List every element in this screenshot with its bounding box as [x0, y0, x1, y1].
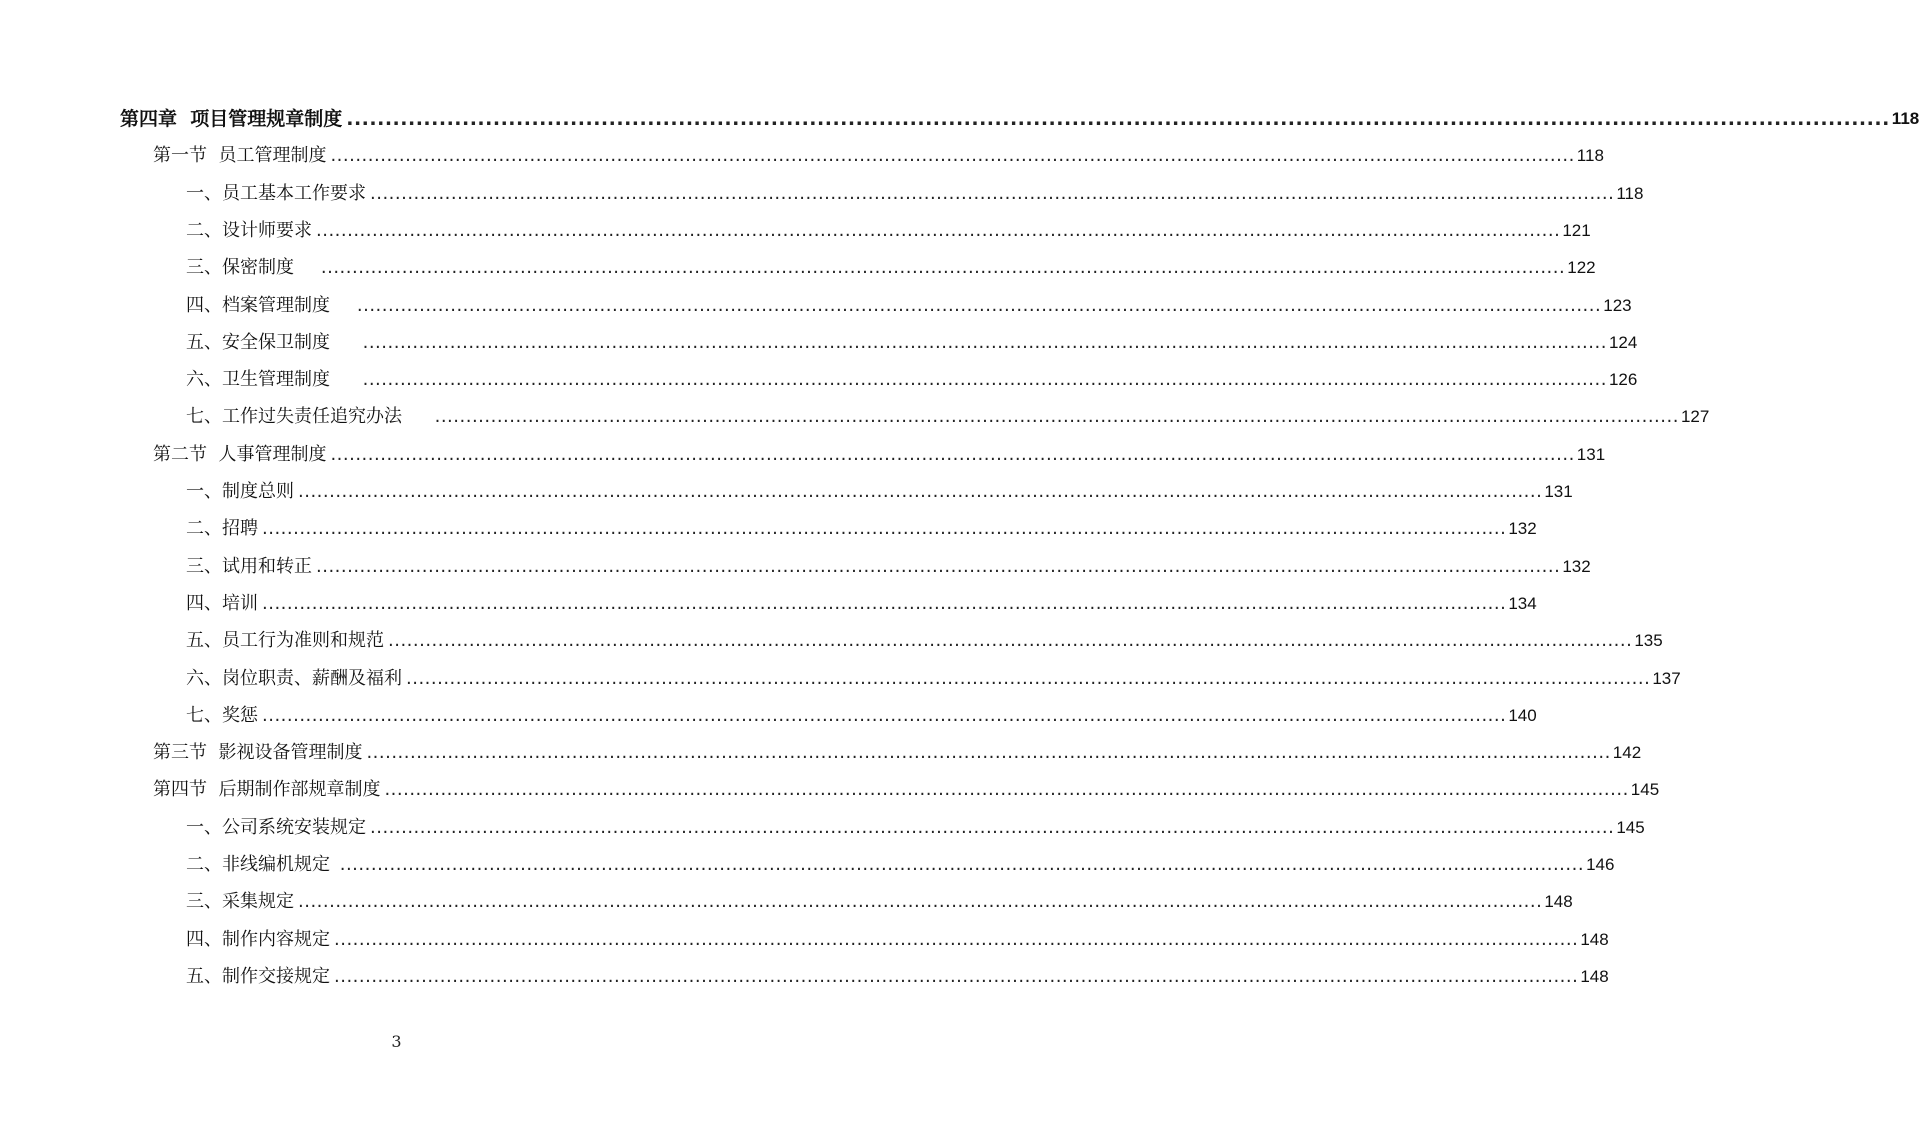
toc-entry-page: 123 [1603, 295, 1632, 315]
toc-entry-page: 124 [1608, 332, 1638, 352]
toc-entry[interactable] [186, 368, 1638, 392]
toc-entry[interactable] [120, 107, 1919, 131]
toc-entry-title: 七、工作过失责任追究办法 [186, 406, 431, 428]
toc-entry[interactable] [153, 741, 1642, 765]
dot-leader: ........................................................................................................................................................................................................ [334, 928, 1579, 950]
toc-entry-title: 三、试用和转正 [186, 555, 312, 577]
dot-leader: ........................................................................................................................................................................................................ [316, 219, 1561, 241]
toc-entry[interactable] [153, 443, 1606, 467]
toc-entry[interactable] [186, 667, 1681, 691]
toc-entry-page: 148 [1580, 966, 1609, 986]
toc-entry-page: 118 [1891, 109, 1919, 128]
toc-entry-title: 二、设计师要求 [186, 219, 312, 241]
dot-leader: ........................................................................................................................................................................................................ [320, 257, 1566, 279]
toc-entry[interactable] [186, 704, 1537, 728]
toc-entry[interactable] [186, 294, 1632, 318]
toc-entry-title: 四、制作内容规定 [186, 928, 330, 950]
dot-leader: ........................................................................................................................................................................................................ [370, 182, 1615, 204]
toc-entry[interactable] [186, 965, 1609, 989]
toc-entry-title: 第四章 项目管理规章制度 [120, 108, 343, 130]
toc-entry-page: 132 [1508, 519, 1537, 539]
dot-leader: ........................................................................................................................................................................................................ [330, 443, 1575, 465]
toc-entry-page: 132 [1562, 556, 1591, 576]
toc-entry-page: 145 [1616, 817, 1645, 837]
toc-entry-title: 五、制作交接规定 [186, 965, 330, 987]
dot-leader: ........................................................................................................................................................................................................ [298, 481, 1543, 502]
toc-entry-page: 118 [1576, 146, 1604, 166]
toc-entry-page: 126 [1608, 370, 1638, 390]
toc-entry[interactable] [153, 144, 1604, 168]
dot-leader: ........................................................................................................................................................................................................ [316, 555, 1561, 577]
toc-entry-page: 135 [1634, 631, 1663, 651]
dot-leader: ........................................................................................................................................................................................................ [334, 965, 1579, 987]
toc-entry-page: 122 [1567, 258, 1596, 278]
dot-leader: ........................................................................................................................................................................................................ [356, 294, 1602, 316]
toc-entry-page: 131 [1544, 482, 1573, 501]
dot-leader: ........................................................................................................................................................................................................ [362, 331, 1607, 353]
toc-entry-title: 三、采集规定 [186, 891, 294, 913]
dot-leader: ........................................................................................................................................................................................................ [262, 592, 1507, 614]
toc-entry-title: 六、岗位职责、薪酬及福利 [186, 667, 402, 689]
toc-entry-page: 140 [1508, 705, 1537, 725]
toc-entry-title: 一、员工基本工作要求 [186, 182, 366, 204]
page-number: 3 [391, 1032, 402, 1051]
toc-entry[interactable] [186, 816, 1645, 840]
toc-entry[interactable] [186, 219, 1591, 243]
toc-entry[interactable] [186, 517, 1537, 541]
toc-entry-title: 一、制度总则 [186, 481, 294, 502]
toc-entry[interactable] [186, 182, 1644, 206]
toc-entry-title: 四、档案管理制度 [186, 294, 353, 316]
toc-entry[interactable] [186, 629, 1663, 653]
toc-entry-title: 第三节 影视设备管理制度 [153, 742, 363, 764]
dot-leader: ........................................................................................................................................................................................................ [370, 816, 1615, 838]
toc-entry[interactable] [186, 555, 1591, 579]
toc-entry-title: 七、奖惩 [186, 704, 258, 726]
toc-entry[interactable] [186, 890, 1573, 914]
toc-entry-title: 二、非线编机规定 [186, 854, 336, 875]
dot-leader: ........................................................................................................................................................................................................ [330, 145, 1575, 167]
toc-entry-title: 第二节 人事管理制度 [153, 443, 327, 465]
toc-entry-title: 四、培训 [186, 592, 258, 614]
dot-leader: ........................................................................................................................................................................................................ [262, 704, 1507, 726]
toc-entry[interactable] [186, 480, 1573, 504]
dot-leader: ........................................................................................................................................................................................................ [346, 108, 1890, 130]
toc-entry-page: 131 [1576, 444, 1606, 464]
dot-leader: ........................................................................................................................................................................................................ [262, 518, 1507, 540]
toc-entry-page: 121 [1562, 220, 1591, 240]
toc-entry-page: 148 [1580, 929, 1609, 949]
toc-entry-title: 三、保密制度 [186, 257, 317, 279]
toc-entry-title: 六、卫生管理制度 [186, 369, 359, 391]
toc-entry[interactable] [186, 592, 1537, 616]
toc-entry-page: 127 [1680, 407, 1710, 427]
toc-entry[interactable] [186, 256, 1596, 280]
dot-leader: ........................................................................................................................................................................................................ [366, 742, 1611, 764]
toc-entry-page: 146 [1586, 855, 1615, 874]
toc-entry-title: 五、员工行为准则和规范 [186, 630, 384, 652]
dot-leader: ........................................................................................................................................................................................................ [384, 779, 1629, 801]
toc-entry-page: 137 [1652, 668, 1681, 688]
toc-entry-title: 第四节 后期制作部规章制度 [153, 779, 381, 801]
dot-leader: ........................................................................................................................................................................................................ [362, 369, 1607, 391]
toc-entry-page: 145 [1630, 780, 1660, 800]
toc-entry-page: 148 [1544, 892, 1573, 912]
toc-entry[interactable] [153, 778, 1660, 802]
dot-leader: ........................................................................................................................................................................................................ [298, 891, 1543, 913]
toc-entry[interactable] [186, 928, 1609, 952]
toc-entry[interactable] [186, 331, 1638, 355]
toc-entry-title: 二、招聘 [186, 518, 258, 540]
toc-entry-title: 一、公司系统安装规定 [186, 816, 366, 838]
toc-entry-page: 142 [1612, 743, 1642, 763]
dot-leader: ........................................................................................................................................................................................................ [339, 854, 1585, 875]
toc-entry-title: 第一节 员工管理制度 [153, 145, 327, 167]
dot-leader: ........................................................................................................................................................................................................ [434, 406, 1679, 428]
toc-entry-page: 134 [1508, 593, 1537, 613]
toc-entry[interactable] [186, 405, 1710, 429]
toc-entry-title: 五、安全保卫制度 [186, 331, 359, 353]
toc-entry[interactable] [186, 853, 1615, 877]
dot-leader: ........................................................................................................................................................................................................ [388, 630, 1633, 652]
toc-entry-page: 118 [1616, 183, 1644, 203]
dot-leader: ........................................................................................................................................................................................................ [406, 667, 1651, 689]
